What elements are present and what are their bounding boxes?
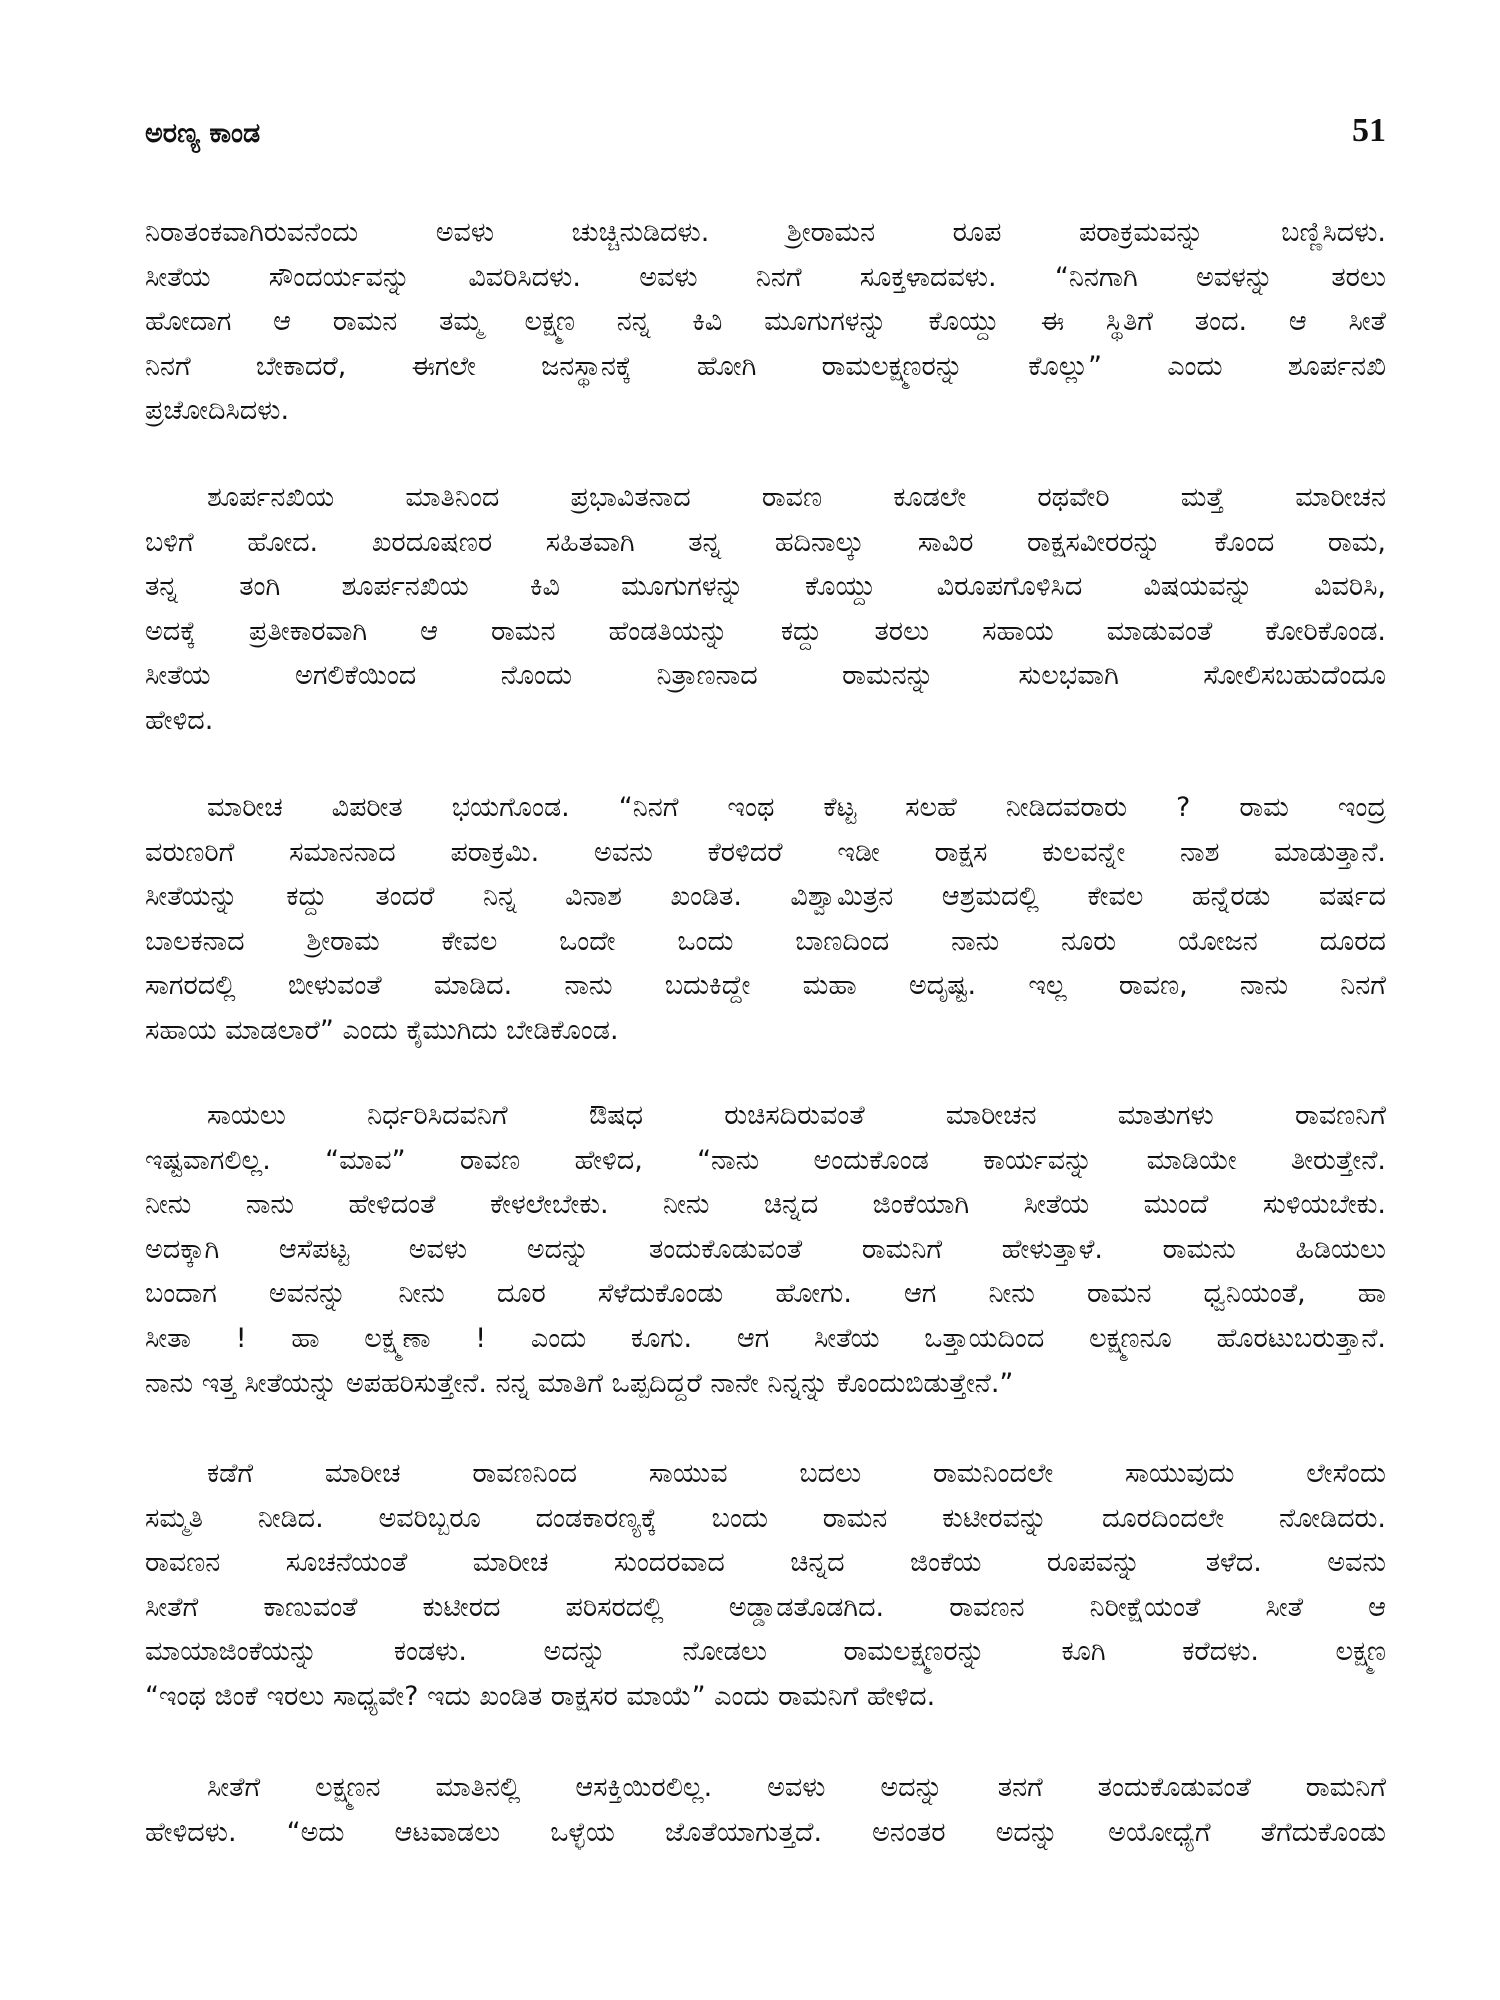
text-line: ಸಾಗರದಲ್ಲಿ ಬೀಳುವಂತೆ ಮಾಡಿದ. ನಾನು ಬದುಕಿದ್ದೇ ಮಹಾ ಅದೃಷ್ಟ. ಇಲ್ಲ ರಾವಣ, ನಾನು ನಿನಗೆ (145, 970, 1386, 1002)
text-line: ಸಹಾಯ ಮಾಡಲಾರೆ” ಎಂದು ಕೈಮುಗಿದು ಬೇಡಿಕೊಂಡ. (145, 1014, 619, 1046)
text-line: ಸೀತೆಯ ಅಗಲಿಕೆಯಿಂದ ನೊಂದು ನಿತ್ರಾಣನಾದ ರಾಮನನ್ನು ಸುಲಭವಾಗಿ ಸೋಲಿಸಬಹುದೆಂದೂ (145, 660, 1386, 692)
paragraph (145, 1766, 1386, 1855)
text-line: ಸಮ್ಮತಿ ನೀಡಿದ. ಅವರಿಬ್ಬರೂ ದಂಡಕಾರಣ್ಯಕ್ಕೆ ಬಂದು ರಾಮನ ಕುಟೀರವನ್ನು ದೂರದಿಂದಲೇ ನೋಡಿದರು. (145, 1502, 1386, 1534)
text-line: ಶೂರ್ಪನಖಿಯ ಮಾತಿನಿಂದ ಪ್ರಭಾವಿತನಾದ ರಾವಣ ಕೂಡಲೇ ರಥವೇರಿ ಮತ್ತೆ ಮಾರೀಚನ (207, 482, 1386, 513)
text-line: ಹೋದಾಗ ಆ ರಾಮನ ತಮ್ಮ ಲಕ್ಷ್ಮಣ ನನ್ನ ಕಿವಿ ಮೂಗುಗಳನ್ನು ಕೊಯ್ದು ಈ ಸ್ಥಿತಿಗೆ ತಂದ. ಆ ಸೀತೆ (145, 306, 1386, 338)
text-line: ಹೇಳಿದಳು. “ಅದು ಆಟವಾಡಲು ಒಳ್ಳೆಯ ಜೊತೆಯಾಗುತ್ತದೆ. ಅನಂತರ ಅದನ್ನು ಅಯೋಧ್ಯೆಗೆ ತೆಗೆದುಕೊಂಡು (145, 1816, 1386, 1848)
text-line: ಸಾಯಲು ನಿರ್ಧರಿಸಿದವನಿಗೆ ಔಷಧ ರುಚಿಸದಿರುವಂತೆ ಮಾರೀಚನ ಮಾತುಗಳು ರಾವಣನಿಗೆ (207, 1100, 1386, 1131)
text-line: ಬಾಲಕನಾದ ಶ್ರೀರಾಮ ಕೇವಲ ಒಂದೇ ಒಂದು ಬಾಣದಿಂದ ನಾನು ನೂರು ಯೋಜನ ದೂರದ (145, 925, 1386, 957)
text-line: ಮಾಯಾಜಿಂಕೆಯನ್ನು ಕಂಡಳು. ಅದನ್ನು ನೋಡಲು ರಾಮಲಕ್ಷ್ಮಣರನ್ನು ಕೂಗಿ ಕರೆದಳು. ಲಕ್ಷ್ಮಣ (145, 1636, 1386, 1668)
paragraph (145, 1452, 1386, 1720)
text-line: ಕಡೆಗೆ ಮಾರೀಚ ರಾವಣನಿಂದ ಸಾಯುವ ಬದಲು ರಾಮನಿಂದಲೇ ಸಾಯುವುದು ಲೇಸೆಂದು (207, 1458, 1386, 1489)
text-line: ಅದಕ್ಕೆ ಪ್ರತೀಕಾರವಾಗಿ ಆ ರಾಮನ ಹೆಂಡತಿಯನ್ನು ಕದ್ದು ತರಲು ಸಹಾಯ ಮಾಡುವಂತೆ ಕೋರಿಕೊಂಡ. (145, 615, 1386, 647)
paragraph (145, 786, 1386, 1054)
text-line: ನೀನು ನಾನು ಹೇಳಿದಂತೆ ಕೇಳಲೇಬೇಕು. ನೀನು ಚಿನ್ನದ ಜಿಂಕೆಯಾಗಿ ಸೀತೆಯ ಮುಂದೆ ಸುಳಿಯಬೇಕು. (145, 1189, 1386, 1221)
page-number: 51 (1352, 112, 1386, 149)
text-line: ಪ್ರಚೋದಿಸಿದಳು. (145, 395, 290, 427)
text-line: ನಿರಾತಂಕವಾಗಿರುವನೆಂದು ಅವಳು ಚುಚ್ಚಿನುಡಿದಳು. ಶ್ರೀರಾಮನ ರೂಪ ಪರಾಕ್ರಮವನ್ನು ಬಣ್ಣಿಸಿದಳು. (145, 217, 1386, 248)
text-line: ಅದಕ್ಕಾಗಿ ಆಸೆಪಟ್ಟ ಅವಳು ಅದನ್ನು ತಂದುಕೊಡುವಂತೆ ರಾಮನಿಗೆ ಹೇಳುತ್ತಾಳೆ. ರಾಮನು ಹಿಡಿಯಲು (145, 1233, 1386, 1265)
text-line: “ಇಂಥ ಜಿಂಕೆ ಇರಲು ಸಾಧ್ಯವೇ? ಇದು ಖಂಡಿತ ರಾಕ್ಷಸರ ಮಾಯೆ” ಎಂದು ರಾಮನಿಗೆ ಹೇಳಿದ. (145, 1680, 936, 1712)
paragraph (145, 211, 1386, 434)
text-line: ಬಂದಾಗ ಅವನನ್ನು ನೀನು ದೂರ ಸೆಳೆದುಕೊಂಡು ಹೋಗು. ಆಗ ನೀನು ರಾಮನ ಧ್ವನಿಯಂತೆ, ಹಾ (145, 1278, 1386, 1310)
text-line: ಮಾರೀಚ ವಿಪರೀತ ಭಯಗೊಂಡ. “ನಿನಗೆ ಇಂಥ ಕೆಟ್ಟ ಸಲಹೆ ನೀಡಿದವರಾರು ? ರಾಮ ಇಂದ್ರ (207, 792, 1386, 823)
text-line: ಸೀತಾ ! ಹಾ ಲಕ್ಷ್ಮಣಾ ! ಎಂದು ಕೂಗು. ಆಗ ಸೀತೆಯ ಒತ್ತಾಯದಿಂದ ಲಕ್ಷ್ಮಣನೂ ಹೊರಟುಬರುತ್ತಾನೆ. (145, 1322, 1386, 1354)
text-line: ಸೀತೆಗೆ ಲಕ್ಷ್ಮಣನ ಮಾತಿನಲ್ಲಿ ಆಸಕ್ತಿಯಿರಲಿಲ್ಲ. ಅವಳು ಅದನ್ನು ತನಗೆ ತಂದುಕೊಡುವಂತೆ ರಾಮನಿಗೆ (207, 1772, 1386, 1803)
text-line: ರಾವಣನ ಸೂಚನೆಯಂತೆ ಮಾರೀಚ ಸುಂದರವಾದ ಚಿನ್ನದ ಜಿಂಕೆಯ ರೂಪವನ್ನು ತಳೆದ. ಅವನು (145, 1547, 1386, 1579)
text-line: ಸೀತೆಯ ಸೌಂದರ್ಯವನ್ನು ವಿವರಿಸಿದಳು. ಅವಳು ನಿನಗೆ ಸೂಕ್ತಳಾದವಳು. “ನಿನಗಾಗಿ ಅವಳನ್ನು ತರಲು (145, 261, 1386, 293)
paragraph (145, 1094, 1386, 1406)
text-line: ವರುಣರಿಗೆ ಸಮಾನನಾದ ಪರಾಕ್ರಮಿ. ಅವನು ಕೆರಳಿದರೆ ಇಡೀ ರಾಕ್ಷಸ ಕುಲವನ್ನೇ ನಾಶ ಮಾಡುತ್ತಾನೆ. (145, 836, 1386, 868)
text-line: ಸೀತೆಯನ್ನು ಕದ್ದು ತಂದರೆ ನಿನ್ನ ವಿನಾಶ ಖಂಡಿತ. ವಿಶ್ವಾಮಿತ್ರನ ಆಶ್ರಮದಲ್ಲಿ ಕೇವಲ ಹನ್ನೆರಡು ವರ್ಷದ (145, 881, 1386, 913)
text-line: ಬಳಿಗೆ ಹೋದ. ಖರದೂಷಣರ ಸಹಿತವಾಗಿ ತನ್ನ ಹದಿನಾಲ್ಕು ಸಾವಿರ ರಾಕ್ಷಸವೀರರನ್ನು ಕೊಂದ ರಾಮ, (145, 526, 1386, 558)
text-line: ಸೀತೆಗೆ ಕಾಣುವಂತೆ ಕುಟೀರದ ಪರಿಸರದಲ್ಲಿ ಅಡ್ಡಾಡತೊಡಗಿದ. ರಾವಣನ ನಿರೀಕ್ಷೆಯಂತೆ ಸೀತೆ ಆ (145, 1591, 1386, 1623)
running-header-title: ಅರಣ್ಯ ಕಾಂಡ (145, 118, 261, 149)
text-line: ನಾನು ಇತ್ತ ಸೀತೆಯನ್ನು ಅಪಹರಿಸುತ್ತೇನೆ. ನನ್ನ ಮಾತಿಗೆ ಒಪ್ಪದಿದ್ದರೆ ನಾನೇ ನಿನ್ನನ್ನು ಕೊಂದುಬಿಡುತ್ತೇನೆ.” (145, 1367, 1014, 1399)
text-line: ತನ್ನ ತಂಗಿ ಶೂರ್ಪನಖಿಯ ಕಿವಿ ಮೂಗುಗಳನ್ನು ಕೊಯ್ದು ವಿರೂಪಗೊಳಿಸಿದ ವಿಷಯವನ್ನು ವಿವರಿಸಿ, (145, 571, 1386, 603)
text-line: ನಿನಗೆ ಬೇಕಾದರೆ, ಈಗಲೇ ಜನಸ್ಥಾನಕ್ಕೆ ಹೋಗಿ ರಾಮಲಕ್ಷ್ಮಣರನ್ನು ಕೊಲ್ಲು” ಎಂದು ಶೂರ್ಪನಖಿ (145, 350, 1386, 382)
text-line: ಇಷ್ಟವಾಗಲಿಲ್ಲ. “ಮಾವ” ರಾವಣ ಹೇಳಿದ, “ನಾನು ಅಂದುಕೊಂಡ ಕಾರ್ಯವನ್ನು ಮಾಡಿಯೇ ತೀರುತ್ತೇನೆ. (145, 1144, 1386, 1176)
paragraph (145, 476, 1386, 744)
text-line: ಹೇಳಿದ. (145, 704, 214, 736)
